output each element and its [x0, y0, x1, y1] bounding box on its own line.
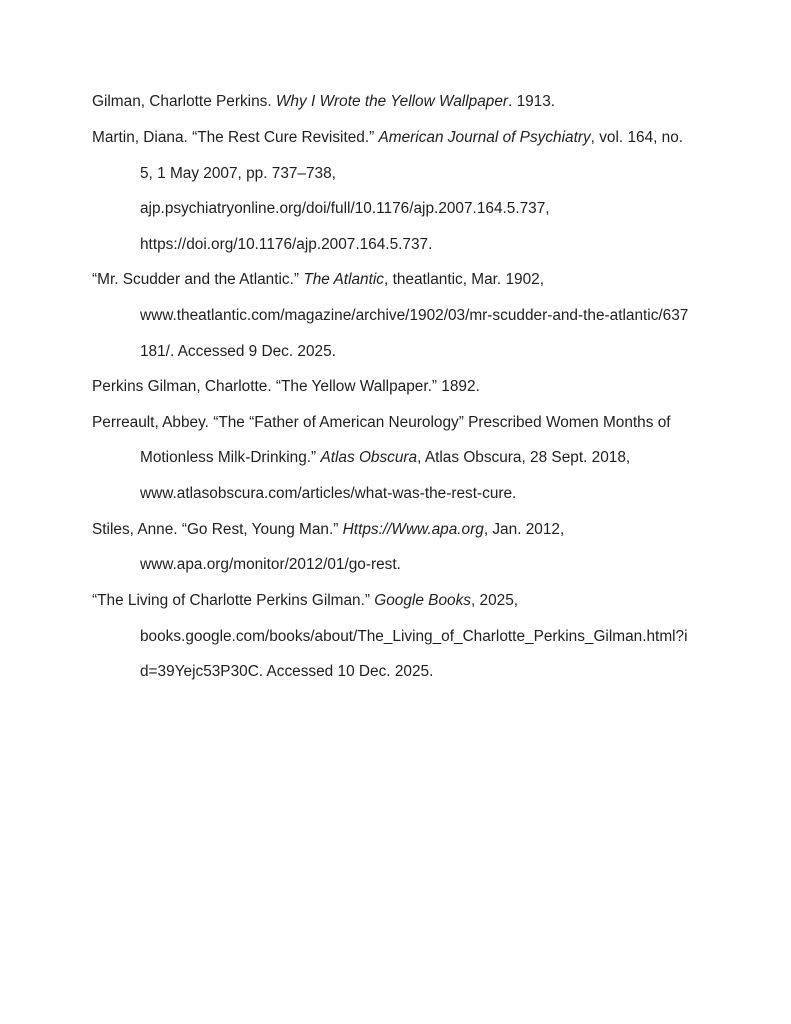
citation-title-italic: Https://Www.apa.org: [342, 521, 484, 538]
citation-title-italic: Google Books: [374, 592, 471, 609]
citation-text: 181/. Accessed 9 Dec. 2025.: [140, 343, 336, 360]
citation-url: [140, 200, 550, 218]
citation-url: [140, 628, 688, 646]
citation-yellow-wallpaper: [92, 378, 480, 396]
citation-text: books.google.com/books/about/The_Living_of_Charlotte_Perkins_Gilman.html?i: [140, 628, 688, 645]
citation-text: www.apa.org/monitor/2012/01/go-rest.: [140, 556, 401, 573]
citation-continuation: [140, 165, 336, 183]
citation-url: [140, 556, 401, 574]
citation-continuation: [140, 449, 630, 467]
citation-title-italic: Why I Wrote the Yellow Wallpaper: [275, 93, 509, 110]
citation-url: [140, 307, 688, 325]
citation-text: , vol. 164, no.: [590, 129, 684, 146]
citation-text: Motionless Milk-Drinking.”: [140, 449, 321, 466]
citation-continuation: [140, 663, 433, 681]
citation-text: . 1913.: [508, 93, 556, 110]
citation-title-italic: American Journal of Psychiatry: [378, 129, 591, 146]
citation-text: Stiles, Anne. “Go Rest, Young Man.”: [92, 521, 343, 538]
citation-text: , 2025,: [470, 592, 519, 609]
citation-title-italic: The Atlantic: [303, 271, 385, 288]
citation-gilman-why-i-wrote: [92, 93, 555, 111]
citation-text: https://doi.org/10.1176/ajp.2007.164.5.737.: [140, 236, 433, 253]
citation-text: www.theatlantic.com/magazine/archive/1902/03/mr-scudder-and-the-atlantic/637: [140, 307, 689, 324]
citation-text: , theatlantic, Mar. 1902,: [384, 271, 545, 288]
citation-martin-rest-cure: [92, 129, 683, 147]
citation-text: “Mr. Scudder and the Atlantic.”: [92, 271, 304, 288]
citation-text: , Jan. 2012,: [483, 521, 565, 538]
citation-text: “The Living of Charlotte Perkins Gilman.”: [92, 592, 375, 609]
citation-text: Perkins Gilman, Charlotte. “The Yellow Wallpaper.” 1892.: [92, 378, 480, 395]
citation-text: Gilman, Charlotte Perkins.: [92, 93, 276, 110]
citation-text: ajp.psychiatryonline.org/doi/full/10.1176/ajp.2007.164.5.737,: [140, 200, 550, 217]
citation-text: Martin, Diana. “The Rest Cure Revisited.”: [92, 129, 379, 146]
citation-stiles-go-rest: [92, 521, 564, 539]
citation-url: [140, 485, 516, 503]
citation-text: 5, 1 May 2007, pp. 737–738,: [140, 165, 336, 182]
citation-text: , Atlas Obscura, 28 Sept. 2018,: [417, 449, 631, 466]
citation-continuation: [140, 343, 336, 361]
citation-living-of-cpg: [92, 592, 518, 610]
citation-doi: [140, 236, 432, 254]
citation-perreault-atlas-obscura: [92, 414, 671, 432]
citation-mr-scudder-atlantic: [92, 271, 544, 289]
citation-title-italic: Atlas Obscura: [320, 449, 418, 466]
citation-text: Perreault, Abbey. “The “Father of American Neurology” Prescribed Women Months of: [92, 414, 671, 431]
citation-text: d=39Yejc53P30C. Accessed 10 Dec. 2025.: [140, 663, 434, 680]
citation-text: www.atlasobscura.com/articles/what-was-the-rest-cure.: [140, 485, 517, 502]
